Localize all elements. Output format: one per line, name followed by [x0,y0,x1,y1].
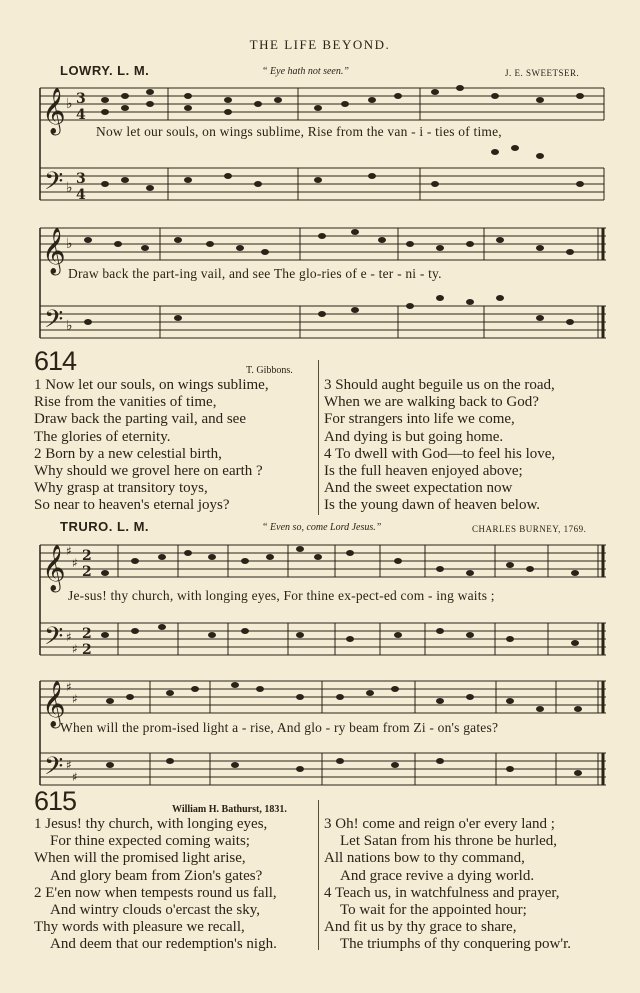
lyrics-line-truro-1: Je-sus! thy church, with longing eyes, For thine ex-pect-ed com - ing waits ; [68,588,495,603]
stanza-line: When we are walking back to God? [324,394,539,411]
hymn-615-left-column [34,816,277,954]
treble-staff [40,681,606,713]
treble-staff [40,88,604,120]
treble-staff [40,228,606,260]
stanza-line: Why grasp at transitory toys, [34,480,208,497]
stanza-line: Why should we grovel here on earth ? [34,463,263,480]
stanza-line: 4 Teach us, in watchfulness and prayer, [324,884,560,901]
flat-icon: ♭ [66,318,73,334]
bass-staff [40,168,604,200]
music-score-truro [0,535,640,795]
column-divider [318,800,319,950]
stanza-line: And glory beam from Zion's gates? [50,867,263,884]
sharp-icon: ♯ [66,758,72,772]
bass-clef-icon: 𝄢 [44,167,64,202]
stanza-line: Is the young dawn of heaven below. [324,497,541,514]
stanza-line: When will the promised light arise, [34,850,246,867]
flat-icon: ♭ [66,236,73,252]
stanza-line: To wait for the appointed hour; [340,902,527,919]
time-signature: 4 [76,187,86,203]
treble-clef-icon: 𝄞 [42,545,66,591]
bass-clef-icon: 𝄢 [44,752,64,787]
hymn-number: 615 [34,786,77,816]
hymn-author: T. Gibbons. [246,365,293,376]
stanza-line: The glories of eternity. [34,428,171,445]
bass-clef-icon: 𝄢 [44,305,64,340]
time-signature: 2 [82,564,92,580]
stanza-line: 1 Jesus! thy church, with longing eyes, [34,816,268,832]
time-signature: 2 [82,548,92,564]
running-head: THE LIFE BEYOND. [249,37,391,52]
stanza-line: The triumphs of thy conquering pow'r. [340,936,571,953]
stanza-line: All nations bow to thy command, [324,850,525,867]
hymn-615-right-column [324,816,571,954]
treble-clef-icon: 𝄞 [42,228,66,274]
lyrics-line-truro-2: When will the prom-ised light a - rise, And glo - ry beam from Zi - on's gates? [60,720,499,735]
tune-reference-lowry: “ Eye hath not seen.” [262,66,349,77]
tune-name-truro: TRURO. L. M. [60,519,150,534]
hymn-author: William H. Bathurst, 1831. [172,804,287,815]
treble-clef-icon: 𝄞 [42,681,66,727]
stanza-line: And wintry clouds o'ercast the sky, [50,902,261,919]
sharp-icon: ♯ [66,630,72,644]
stanza-line: So near to heaven's eternal joys? [34,497,230,514]
stanza-line: For thine expected coming waits; [50,833,250,850]
lyrics-line-lowry-2: Draw back the part-ing vail, and see The glo-ries of e - ter - ni - ty. [68,266,442,281]
time-signature: 2 [82,642,92,658]
sharp-icon: ♯ [66,680,72,694]
stanza-line: Thy words with pleasure we recall, [34,919,245,936]
stanza-line: Draw back the parting vail, and see [34,411,246,428]
treble-clef-icon: 𝄞 [42,88,66,134]
flat-icon: ♭ [66,180,73,196]
flat-icon: ♭ [66,96,73,112]
stanza-line: And deem that our redemption's nigh. [50,936,277,953]
hymn-614-left-column [34,377,269,515]
barlines [118,545,603,785]
time-signature: 3 [76,91,86,107]
stanza-line: For strangers into life we come, [324,411,515,428]
stanza-line: Is the full heaven enjoyed above; [324,463,523,480]
stanza-line: And fit us by thy grace to share, [324,919,517,936]
stanza-line: 2 Born by a new celestial birth, [34,445,222,462]
stanza-line: Let Satan from his throne be hurled, [340,833,558,850]
stanza-line: Rise from the vanities of time, [34,394,217,411]
column-divider [318,360,319,515]
bass-staff [40,753,606,785]
stanza-line: And grace revive a dying world. [340,867,535,884]
bass-staff [40,623,606,655]
time-signature: 4 [76,107,86,123]
time-signature: 3 [76,171,86,187]
hymn-614-right-column [324,377,555,515]
stanza-line: 1 Now let our souls, on wings sublime, [34,377,269,393]
stanza-line: 3 Should aught beguile us on the road, [324,377,555,393]
sharp-icon: ♯ [72,692,78,706]
sharp-icon: ♯ [72,770,78,784]
stanza-line: 2 E'en now when tempests round us fall, [34,884,277,901]
music-score-lowry [0,80,640,350]
note-heads [84,85,584,325]
bass-clef-icon: 𝄢 [44,622,64,657]
stanza-line: And dying is but going home. [324,428,504,445]
sharp-icon: ♯ [72,556,78,570]
sharp-icon: ♯ [66,544,72,558]
bass-staff [40,306,606,338]
tune-name-lowry: LOWRY. L. M. [60,63,150,78]
hymn-number: 614 [34,346,77,376]
treble-staff [40,545,606,577]
sharp-icon: ♯ [72,642,78,656]
stanza-line: 4 To dwell with God—to feel his love, [324,445,556,462]
stanza-line: And the sweet expectation now [324,480,513,497]
note-heads [101,546,582,776]
composer-truro: CHARLES BURNEY, 1769. [472,524,587,534]
tune-reference-truro: “ Even so, come Lord Jesus.” [262,522,382,533]
lyrics-line-lowry-1: Now let our souls, on wings sublime, Rise from the van - i - ties of time, [96,124,502,139]
stanza-line: 3 Oh! come and reign o'er every land ; [324,816,555,832]
time-signature: 2 [82,626,92,642]
composer-lowry: J. E. SWEETSER. [505,68,580,78]
